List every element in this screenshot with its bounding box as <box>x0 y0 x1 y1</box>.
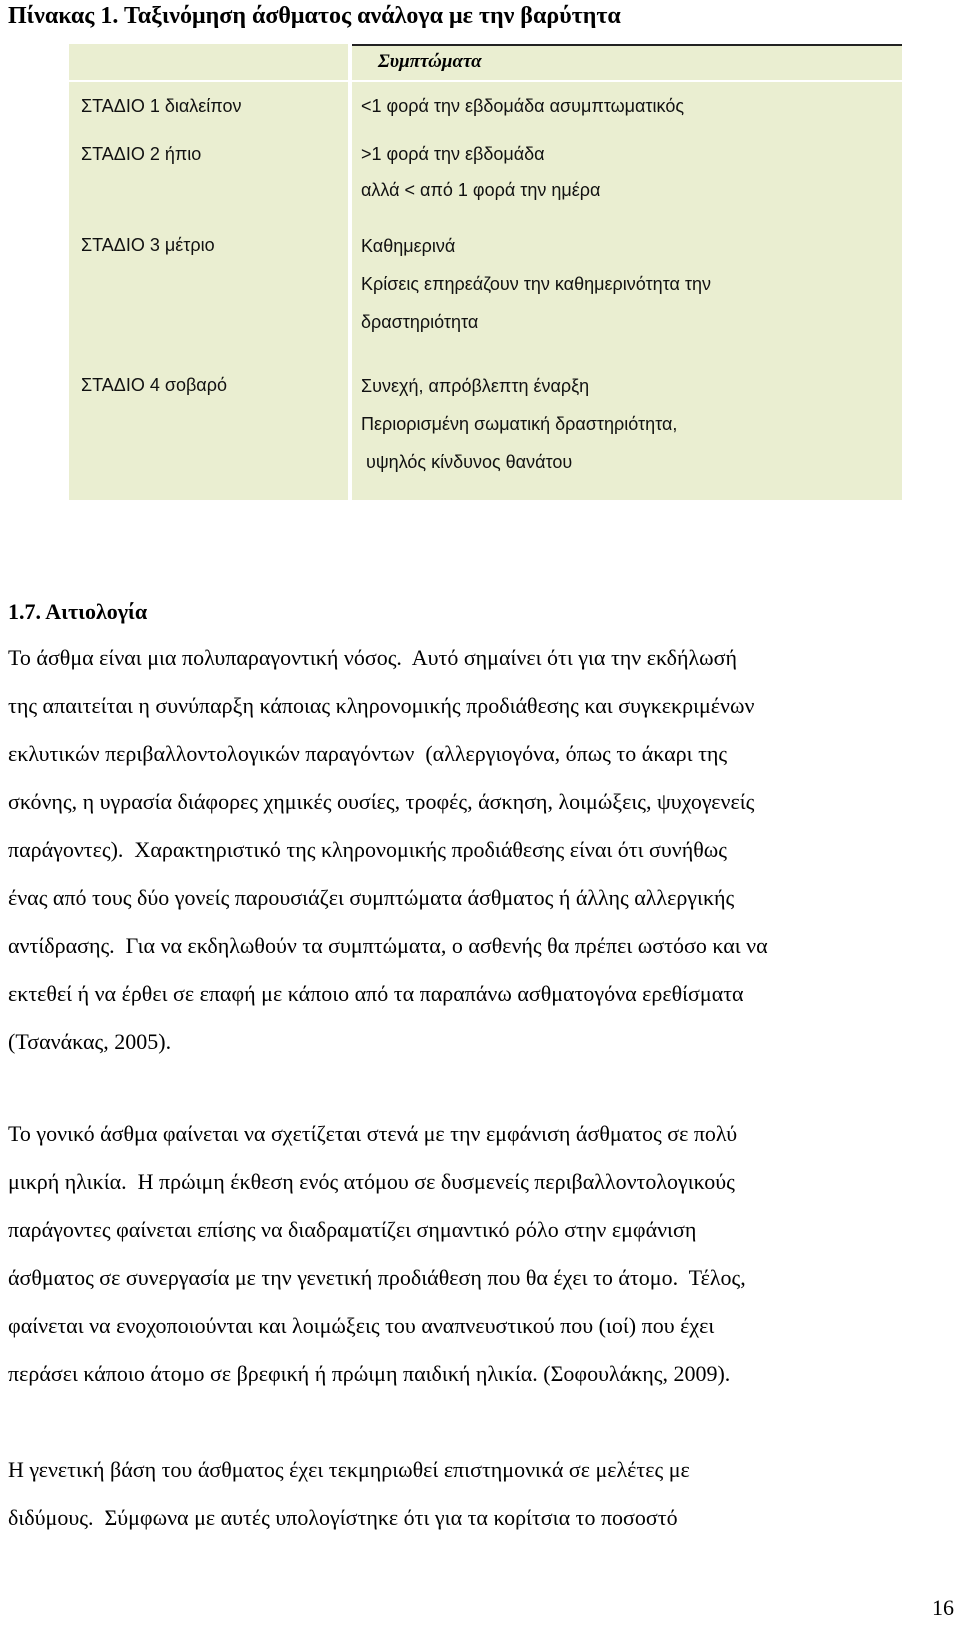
text-line: περάσει κάποιο άτομο σε βρεφική ή πρώιμη παιδική ηλικία. (Σοφουλάκης, 2009). <box>8 1361 731 1386</box>
symptom-line: >1 φορά την εβδομάδα <box>361 144 545 164</box>
symptom-line: Συνεχή, απρόβλεπτη έναρξη <box>361 376 590 396</box>
text-line: Το γονικό άσθμα φαίνεται να σχετίζεται στενά με την εμφάνιση άσθματος σε πολύ <box>8 1121 738 1146</box>
header-separator <box>69 80 902 82</box>
text-line: παράγοντες). Χαρακτηριστικό της κληρονομικής προδιάθεσης είναι ότι συνήθως <box>8 837 727 862</box>
stage-label: ΣΤΑΔΙΟ 1 διαλείπον <box>81 96 242 116</box>
text-line: άσθματος σε συνεργασία με την γενετική προδιάθεση που θα έχει το άτομο. Τέλος, <box>8 1265 746 1290</box>
text-line: παράγοντες φαίνεται επίσης να διαδραματίζει σημαντικό ρόλο στην εμφάνιση <box>8 1217 697 1242</box>
symptoms-header: Συμπτώματα <box>378 51 482 72</box>
text-line: Το άσθμα είναι μια πολυπαραγοντική νόσος. Αυτό σημαίνει ότι για την εκδήλωσή <box>8 645 737 670</box>
paragraph-parental-asthma <box>8 1110 960 1398</box>
table-caption: Πίνακας 1. Ταξινόμηση άσθματος ανάλογα με την βαρύτητα <box>8 3 621 29</box>
symptom-line: <1 φορά την εβδομάδα ασυμπτωματικός <box>361 96 684 116</box>
symptom-line: αλλά < από 1 φορά την ημέρα <box>361 180 601 200</box>
text-line: φαίνεται να ενοχοποιούνται και λοιμώξεις του αναπνευστικού που (ιοί) που έχει <box>8 1313 715 1338</box>
header-top-rule <box>352 44 902 46</box>
stage-label: ΣΤΑΔΙΟ 2 ήπιο <box>81 144 202 164</box>
text-line: Η γενετική βάση του άσθματος έχει τεκμηριωθεί επιστημονικά σε μελέτες με <box>8 1457 690 1482</box>
paragraph-etiology <box>8 634 960 1066</box>
section-heading: 1.7. Αιτιολογία <box>8 599 148 624</box>
text-line: (Τσανάκας, 2005). <box>8 1029 172 1054</box>
symptoms-cell <box>361 367 677 481</box>
symptom-line: Καθημερινά <box>361 236 456 256</box>
text-line: διδύμους. Σύμφωνα με αυτές υπολογίστηκε ότι για τα κορίτσια το ποσοστό <box>8 1505 678 1530</box>
symptom-line: δραστηριότητα <box>361 312 479 332</box>
symptoms-cell <box>361 94 684 118</box>
page-number: 16 <box>932 1595 954 1620</box>
paragraph-genetic-basis <box>8 1446 960 1542</box>
symptom-line: υψηλός κίνδυνος θανάτου <box>361 452 573 472</box>
severity-table <box>69 44 902 500</box>
stage-label: ΣΤΑΔΙΟ 3 μέτριο <box>81 235 215 255</box>
text-line: της απαιτείται η συνύπαρξη κάποιας κληρονομικής προδιάθεσης και συγκεκριμένων <box>8 693 755 718</box>
symptom-line: Περιορισμένη σωματική δραστηριότητα, <box>361 414 678 434</box>
stage-label: ΣΤΑΔΙΟ 4 σοβαρό <box>81 375 227 395</box>
text-line: σκόνης, η υγρασία διάφορες χημικές ουσίες, τροφές, άσκηση, λοιμώξεις, ψυχογενείς <box>8 789 755 814</box>
symptoms-cell <box>361 227 711 341</box>
text-line: ένας από τους δύο γονείς παρουσιάζει συμπτώματα άσθματος ή άλλης αλλεργικής <box>8 885 735 910</box>
symptom-line: Κρίσεις επηρεάζουν την καθημερινότητα την <box>361 274 711 294</box>
text-line: μικρή ηλικία. Η πρώιμη έκθεση ενός ατόμου σε δυσμενείς περιβαλλοντολογικούς <box>8 1169 735 1194</box>
text-line: αντίδρασης. Για να εκδηλωθούν τα συμπτώματα, ο ασθενής θα πρέπει ωστόσο και να <box>8 933 768 958</box>
text-line: εκτεθεί ή να έρθει σε επαφή με κάποιο από τα παραπάνω ασθματογόνα ερεθίσματα <box>8 981 744 1006</box>
text-line: εκλυτικών περιβαλλοντολογικών παραγόντων (αλλεργιογόνα, όπως το άκαρι της <box>8 741 728 766</box>
symptoms-cell <box>361 136 600 208</box>
